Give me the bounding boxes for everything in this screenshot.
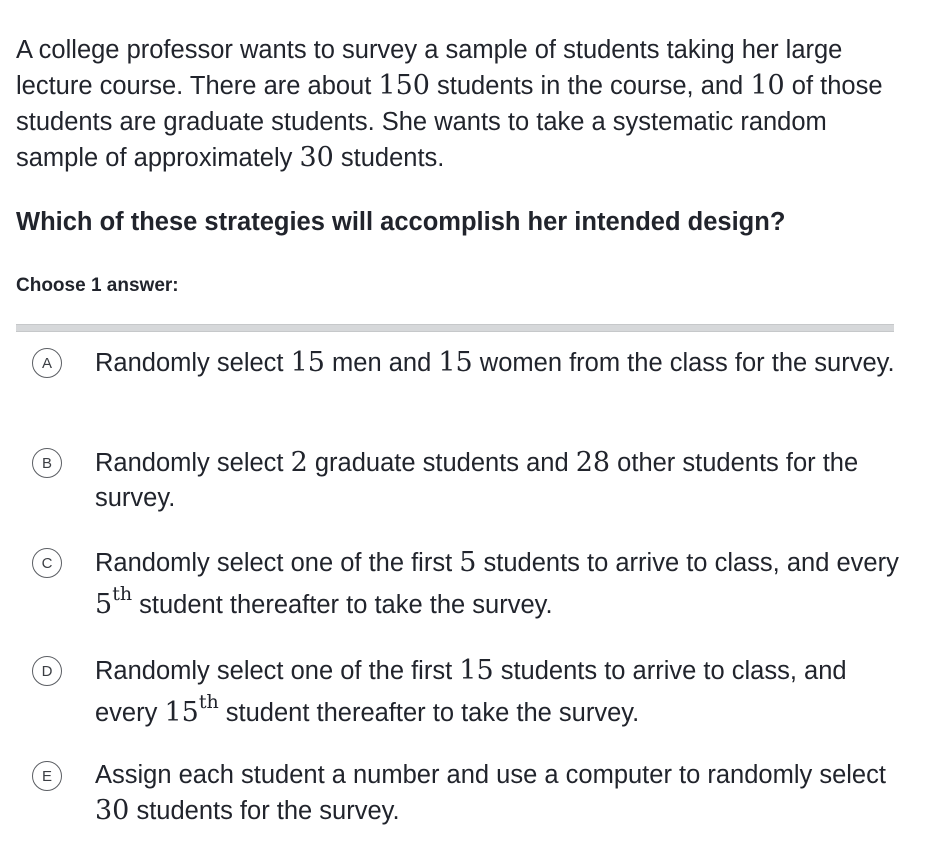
option-letter-badge[interactable]: E bbox=[32, 761, 62, 791]
option-number: 5 bbox=[95, 589, 113, 620]
option-text-part: Randomly select one of the first bbox=[95, 549, 460, 577]
option-text-part: students to arrive to class, and every bbox=[476, 549, 899, 577]
option-text-part: Randomly select one of the first bbox=[95, 657, 460, 685]
question-number: 10 bbox=[750, 70, 785, 101]
option-text-part: men and bbox=[324, 349, 439, 377]
option-number: 30 bbox=[95, 795, 130, 826]
ordinal-superscript: th bbox=[112, 582, 133, 605]
ordinal-superscript: th bbox=[198, 690, 219, 713]
option-text bbox=[95, 445, 905, 516]
question-number: 30 bbox=[299, 142, 334, 173]
option-letter-badge[interactable]: C bbox=[32, 548, 62, 578]
option-text bbox=[95, 542, 905, 626]
option-text-part: student thereafter to take the survey. bbox=[132, 591, 553, 619]
choose-label: Choose 1 answer: bbox=[16, 275, 179, 296]
question-number: 150 bbox=[378, 70, 430, 101]
option-text-part: graduate students and bbox=[307, 449, 576, 477]
option-text-part: Assign each student a number and use a computer to randomly select bbox=[95, 761, 886, 789]
question-text-part: A college professor wants to survey a sample of students taking her large lecture course. There are about bbox=[16, 36, 843, 100]
option-number: 15 bbox=[459, 655, 494, 686]
option-letter-badge[interactable]: A bbox=[32, 348, 62, 378]
option-number: 15 bbox=[290, 347, 325, 378]
divider bbox=[16, 324, 894, 332]
option-text-part: Randomly select bbox=[95, 349, 291, 377]
option-number: 15 bbox=[164, 697, 199, 728]
question-text-part: of those students are graduate students. She wants to take a systematic random sample of approximately bbox=[16, 72, 883, 172]
option-text-part: students to arrive to class, and every bbox=[95, 657, 847, 727]
option-text-part: women from the class for the survey. bbox=[472, 349, 895, 377]
question-prompt: Which of these strategies will accomplish her intended design? bbox=[16, 208, 786, 236]
option-number: 5 bbox=[459, 547, 477, 578]
question-text-part: students. bbox=[333, 144, 445, 172]
question-text-part: students in the course, and bbox=[429, 72, 751, 100]
option-text bbox=[95, 758, 905, 829]
option-letter-badge[interactable]: B bbox=[32, 448, 62, 478]
option-number: 15 bbox=[438, 347, 473, 378]
question-text bbox=[16, 32, 916, 176]
option-number: 28 bbox=[575, 447, 611, 478]
option-text-part: Randomly select bbox=[95, 449, 291, 477]
option-text-part: students for the survey. bbox=[129, 797, 400, 825]
option-text-part: student thereafter to take the survey. bbox=[218, 699, 640, 727]
option-number: 2 bbox=[290, 447, 308, 478]
option-text bbox=[95, 650, 905, 734]
option-text-part: other students for the survey. bbox=[95, 449, 859, 512]
option-text bbox=[95, 345, 905, 381]
option-letter-badge[interactable]: D bbox=[32, 656, 62, 686]
